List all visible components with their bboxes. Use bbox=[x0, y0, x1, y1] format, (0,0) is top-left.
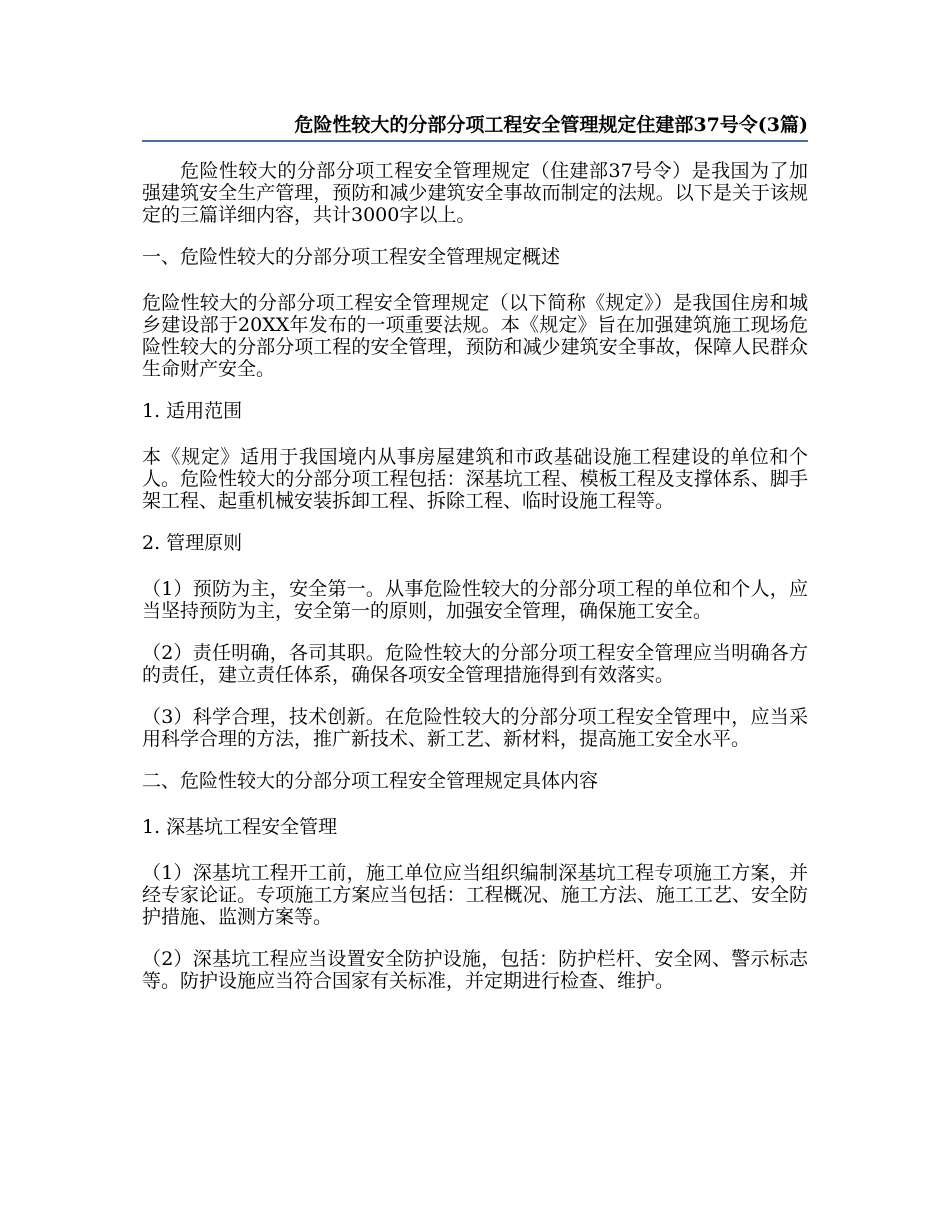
list-paragraph: （1）深基坑工程开工前，施工单位应当组织编制深基坑工程专项施工方案，并经专家论证。专项施工方案应当包括：工程概况、施工方法、施工工艺、安全防护措施、监测方案等。 bbox=[142, 862, 808, 928]
title-underline bbox=[142, 140, 808, 142]
document-body bbox=[142, 160, 808, 1012]
body-paragraph: 危险性较大的分部分项工程安全管理规定（以下简称《规定》）是我国住房和城乡建设部于20XX年发布的一项重要法规。本《规定》旨在加强建筑施工现场危险性较大的分部分项工程的安全管理，预防和减少建筑安全事故，保障人民群众生命财产安全。 bbox=[142, 292, 808, 380]
section-heading-2: 二、危险性较大的分部分项工程安全管理规定具体内容 bbox=[142, 770, 599, 792]
subsection-heading: 1. 适用范围 bbox=[142, 400, 243, 422]
list-paragraph: （3）科学合理，技术创新。在危险性较大的分部分项工程安全管理中，应当采用科学合理的方法，推广新技术、新工艺、新材料，提高施工安全水平。 bbox=[142, 706, 808, 750]
subsection-heading: 1. 深基坑工程安全管理 bbox=[142, 816, 338, 838]
list-paragraph: （1）预防为主，安全第一。从事危险性较大的分部分项工程的单位和个人，应当坚持预防为主，安全第一的原则，加强安全管理，确保施工安全。 bbox=[142, 578, 808, 622]
body-paragraph: 本《规定》适用于我国境内从事房屋建筑和市政基础设施工程建设的单位和个人。危险性较大的分部分项工程包括：深基坑工程、模板工程及支撑体系、脚手架工程、起重机械安装拆卸工程、拆除工程、临时设施工程等。 bbox=[142, 446, 808, 512]
document-title: 危险性较大的分部分项工程安全管理规定住建部37号令(3篇) bbox=[294, 114, 808, 136]
list-paragraph: （2）深基坑工程应当设置安全防护设施，包括：防护栏杆、安全网、警示标志等。防护设施应当符合国家有关标准，并定期进行检查、维护。 bbox=[142, 948, 808, 992]
intro-paragraph: 危险性较大的分部分项工程安全管理规定（住建部37号令）是我国为了加强建筑安全生产管理，预防和减少建筑安全事故而制定的法规。以下是关于该规定的三篇详细内容，共计3000字以上。 bbox=[142, 160, 808, 226]
subsection-heading: 2. 管理原则 bbox=[142, 532, 243, 554]
section-heading-1: 一、危险性较大的分部分项工程安全管理规定概述 bbox=[142, 246, 561, 268]
list-paragraph: （2）责任明确，各司其职。危险性较大的分部分项工程安全管理应当明确各方的责任，建立责任体系，确保各项安全管理措施得到有效落实。 bbox=[142, 642, 808, 686]
